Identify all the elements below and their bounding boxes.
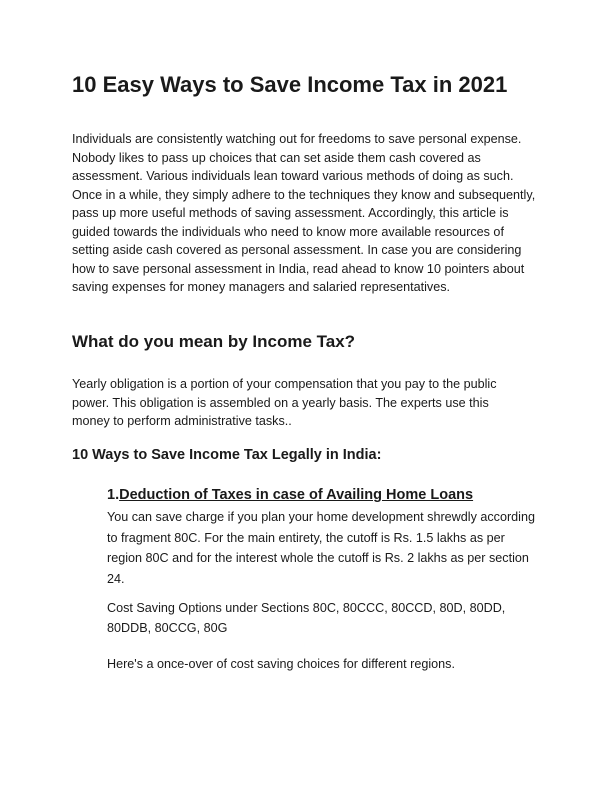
item-1-sections: Cost Saving Options under Sections 80C, 80CCC, 80CCD, 80D, 80DD, 80DDB, 80CCG, 80G	[107, 601, 506, 635]
item-1-note: Here's a once-over of cost saving choices for different regions.	[107, 657, 455, 671]
page-title: 10 Easy Ways to Save Income Tax in 2021	[72, 72, 508, 97]
income-tax-paragraph: Yearly obligation is a portion of your compensation that you pay to the public power. This obligation is assembled on a yearly basis. The experts use this money to perform administrative tasks..	[72, 377, 497, 428]
item-1-title: Deduction of Taxes in case of Availing Home Loans	[119, 487, 474, 503]
intro-paragraph: Individuals are consistently watching out for freedoms to save personal expense. Nobody likes to pass up choices that can set aside them cash covered as assessment. Various individuals lean toward various methods of doing as such. Once in a while, they simply adhere to the techniques they know and subsequently, pass up more useful methods of saving assessment. Accordingly, this article is guided towards the individuals who need to know more available resources of setting aside cash covered as personal assessment. In case you are considering how to save personal assessment in India, read ahead to know 10 pointers about saving expenses for money managers and salaried representatives.	[72, 132, 536, 294]
item-1-body: You can save charge if you plan your home development shrewdly according to fragment 80C. For the main entirety, the cutoff is Rs. 1.5 lakhs as per region 80C and for the interest whole the cutoff is Rs. 2 lakhs as per section 24.	[107, 510, 535, 586]
item-1-number: 1.	[107, 487, 120, 503]
item-1-heading	[107, 485, 537, 505]
income-tax-heading: What do you mean by Income Tax?	[72, 332, 356, 351]
ways-heading: 10 Ways to Save Income Tax Legally in India:	[72, 447, 382, 463]
